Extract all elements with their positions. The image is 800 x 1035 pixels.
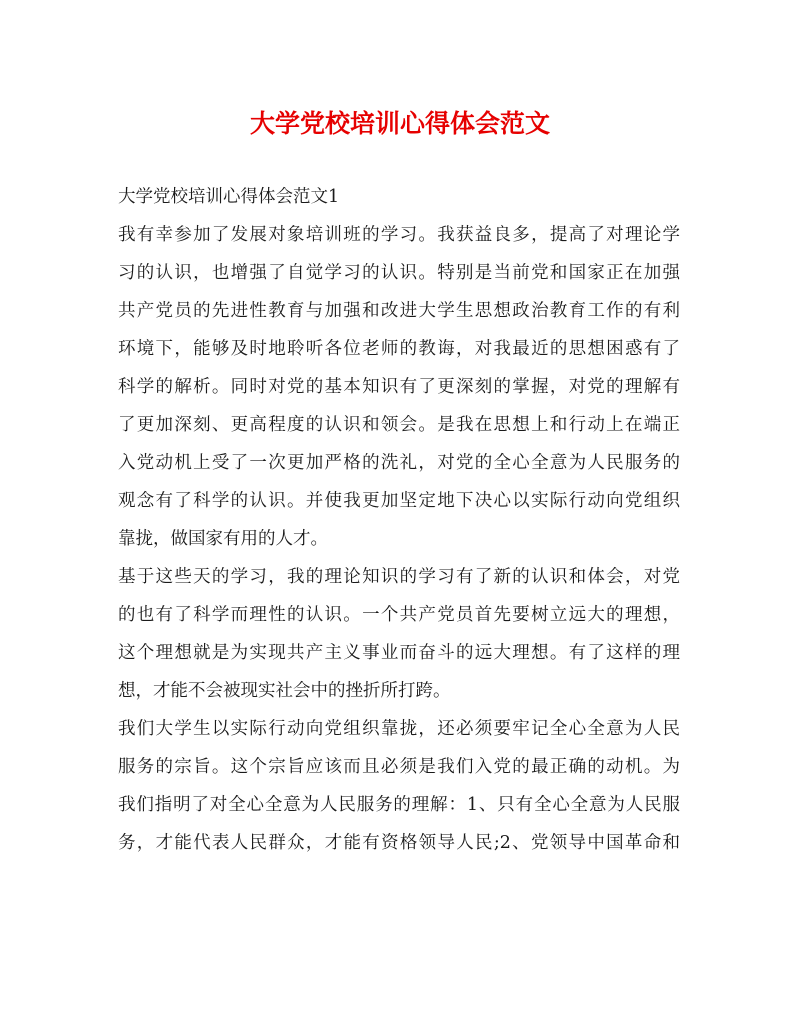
text-line: 务，才能代表人民群众，才能有资格领导人民;2、党领导中国革命和 [118,833,680,853]
text-line: 我有幸参加了发展对象培训班的学习。我获益良多，提高了对理论学 [118,225,680,245]
document-body [118,178,680,862]
text-line: 我们大学生以实际行动向党组织靠拢，还必须要牢记全心全意为人民 [118,719,680,739]
document-title: 大学党校培训心得体会范文 [249,109,550,138]
text-line: 服务的宗旨。这个宗旨应该而且必须是我们入党的最正确的动机。为 [118,757,680,777]
text-line: 的也有了科学而理性的认识。一个共产党员首先要树立远大的理想， [118,605,680,625]
text-line: 这个理想就是为实现共产主义事业而奋斗的远大理想。有了这样的理 [118,643,680,663]
text-line: 靠拢，做国家有用的人才。 [118,529,328,549]
section-heading: 大学党校培训心得体会范文1 [118,187,340,207]
text-line: 基于这些天的学习，我的理论知识的学习有了新的认识和体会，对党 [118,567,680,587]
text-line: 了更加深刻、更高程度的认识和领会。是我在思想上和行动上在端正 [118,415,680,435]
text-line: 我们指明了对全心全意为人民服务的理解：1、只有全心全意为人民服 [118,795,680,815]
text-line: 科学的解析。同时对党的基本知识有了更深刻的掌握，对党的理解有 [118,377,680,397]
text-line: 想，才能不会被现实社会中的挫折所打跨。 [118,681,451,701]
text-line: 观念有了科学的认识。并使我更加坚定地下决心以实际行动向党组织 [118,491,680,511]
text-line: 入党动机上受了一次更加严格的洗礼，对党的全心全意为人民服务的 [118,453,680,473]
text-line: 共产党员的先进性教育与加强和改进大学生思想政治教育工作的有利 [118,301,680,321]
text-line: 习的认识，也增强了自觉学习的认识。特别是当前党和国家正在加强 [118,263,680,283]
text-line: 环境下，能够及时地聆听各位老师的教诲，对我最近的思想困惑有了 [118,339,680,359]
